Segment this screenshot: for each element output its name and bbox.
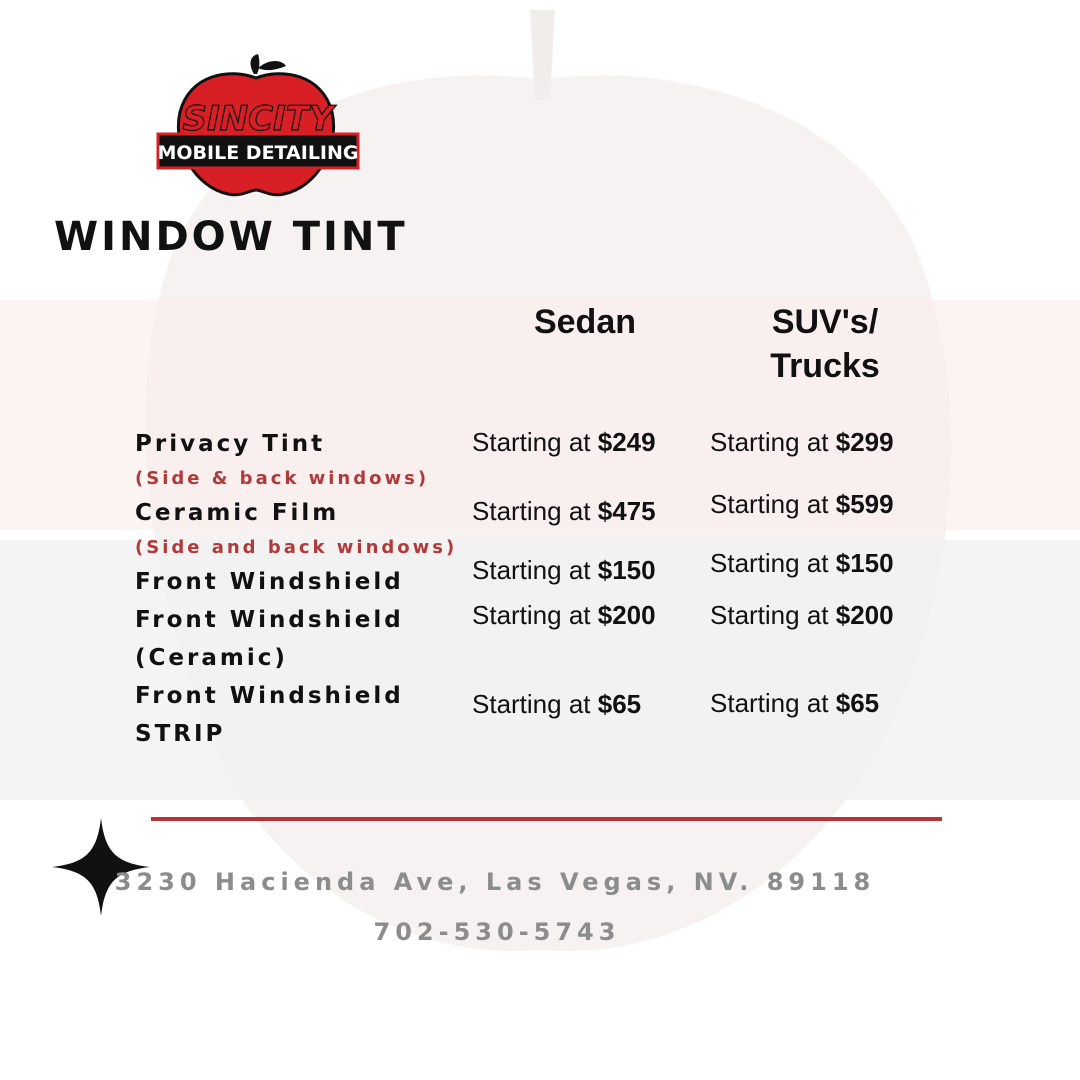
service-name-line2: STRIP	[135, 721, 226, 747]
price-sedan: Starting at $475	[472, 496, 656, 526]
column-header-suv: SUV's/ Trucks	[770, 303, 880, 385]
page-title: WINDOW TINT	[54, 214, 408, 260]
price-suv: Starting at $299	[710, 427, 894, 457]
service-name: Privacy Tint	[135, 431, 326, 457]
phone-number: 702-530-5743	[373, 918, 621, 946]
four-point-star-icon	[52, 818, 150, 916]
service-note: (Side and back windows)	[135, 537, 458, 558]
price-suv: Starting at $200	[710, 600, 894, 630]
service-name: Front Windshield	[135, 607, 404, 633]
service-name-line2: (Ceramic)	[135, 645, 288, 671]
brand-logo	[150, 52, 365, 197]
price-sedan: Starting at $200	[472, 600, 656, 630]
service-note: (Side & back windows)	[135, 468, 430, 489]
price-sedan: Starting at $150	[472, 555, 656, 585]
price-sedan: Starting at $249	[472, 427, 656, 457]
price-suv: Starting at $150	[710, 548, 894, 578]
service-name: Front Windshield	[135, 683, 404, 709]
price-suv: Starting at $65	[710, 688, 880, 718]
column-header-sedan: Sedan	[533, 303, 637, 341]
price-sedan: Starting at $65	[472, 689, 642, 719]
service-name: Front Windshield	[135, 569, 404, 595]
logo-subtitle: MOBILE DETAILING	[157, 142, 359, 164]
apple-logo-icon	[150, 52, 365, 197]
address: 3230 Hacienda Ave, Las Vegas, NV. 89118	[114, 868, 876, 896]
service-name: Ceramic Film	[135, 500, 340, 526]
divider	[151, 817, 942, 821]
logo-wordmark: SINCITY	[182, 99, 334, 139]
price-suv: Starting at $599	[710, 489, 894, 519]
